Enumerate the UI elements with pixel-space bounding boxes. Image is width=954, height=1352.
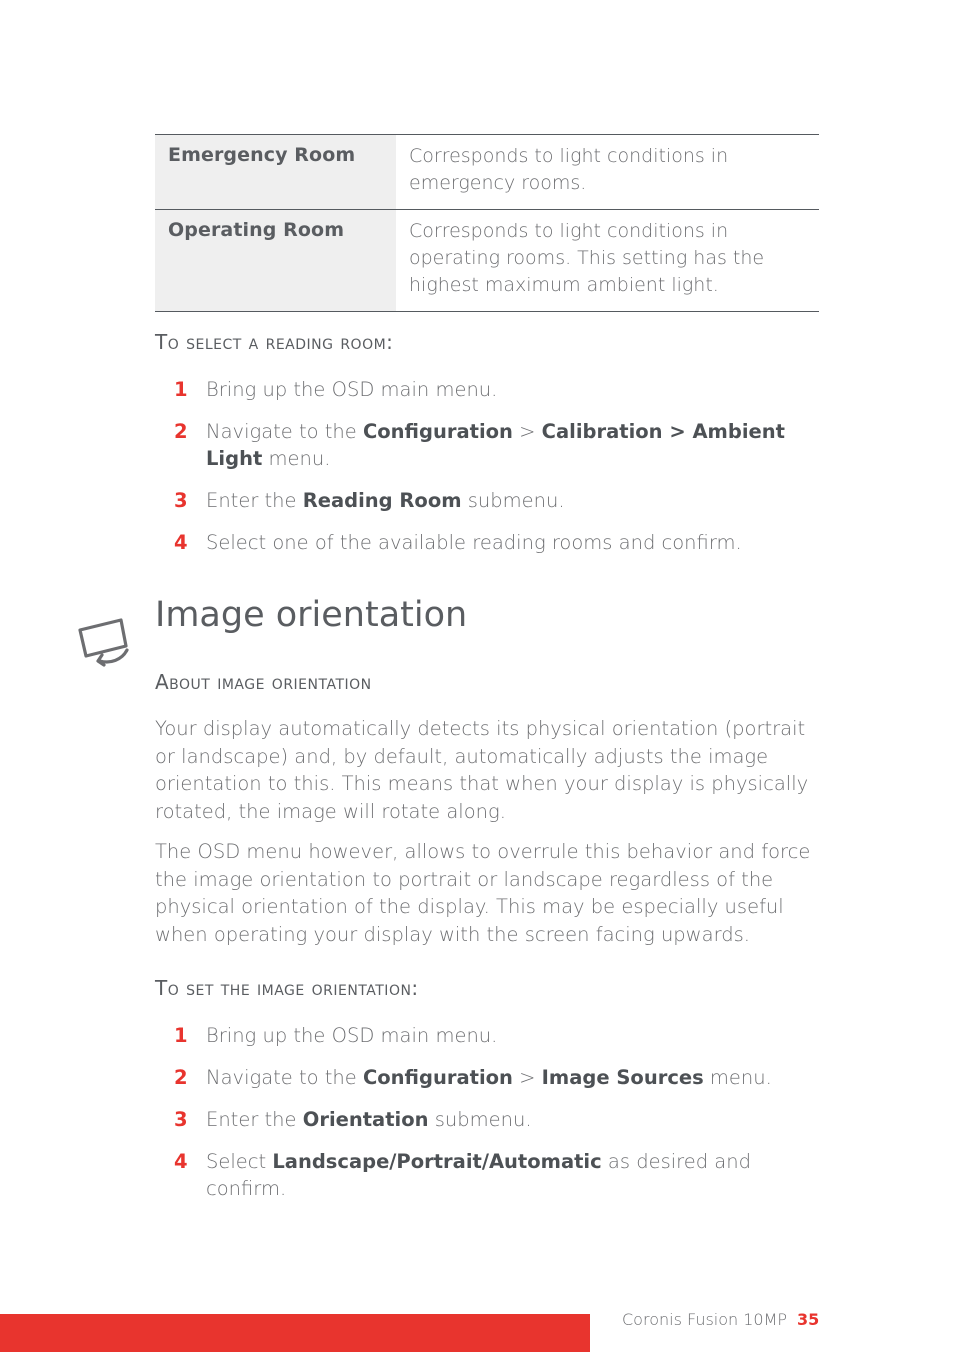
step-number: 3 xyxy=(174,1108,188,1131)
menu-name: Image Sources xyxy=(541,1066,704,1089)
step-text: Enter the xyxy=(206,489,303,512)
body-paragraph: Your display automatically detects its physical orientation (portrait or landscape) and, by default, automatically adjusts the image orientation to this. This means that when your display is physically rotated, the image will rotate along. xyxy=(155,717,809,823)
step-text: Bring up the OSD main menu. xyxy=(206,378,498,401)
step-number: 1 xyxy=(174,378,188,401)
menu-name: Configuration xyxy=(362,1066,513,1089)
footer-product-name: Coronis Fusion 10MP xyxy=(622,1310,788,1329)
about-heading: About image orientation xyxy=(155,670,372,694)
procedure-heading: To select a reading room: xyxy=(155,330,394,354)
step-text: Enter the xyxy=(206,1108,303,1131)
step-number: 3 xyxy=(174,489,188,512)
step-text: as desired and confirm. xyxy=(206,1150,751,1200)
menu-name: Calibration > Ambient Light xyxy=(206,420,785,470)
list-item xyxy=(155,1106,825,1133)
page-number: 35 xyxy=(797,1310,820,1329)
table-row xyxy=(155,210,819,312)
step-number: 2 xyxy=(174,420,188,443)
reading-room-table xyxy=(155,134,819,312)
step-text: > xyxy=(512,420,542,443)
step-text: Select xyxy=(206,1150,273,1173)
room-description: Corresponds to light conditions in emergency rooms. xyxy=(409,145,729,194)
list-item xyxy=(155,1022,825,1049)
step-text: Navigate to the xyxy=(206,1066,363,1089)
menu-name: Orientation xyxy=(302,1108,429,1131)
step-text: > xyxy=(512,1066,542,1089)
step-text: Select one of the available reading rooms and confirm. xyxy=(206,531,742,554)
list-item xyxy=(155,529,825,556)
list-item xyxy=(155,1148,825,1202)
step-number: 1 xyxy=(174,1024,188,1047)
procedure-steps xyxy=(155,376,825,571)
step-text: Navigate to the xyxy=(206,420,363,443)
menu-name: Configuration xyxy=(362,420,513,443)
step-number: 2 xyxy=(174,1066,188,1089)
step-text: menu. xyxy=(703,1066,772,1089)
menu-name: Reading Room xyxy=(302,489,462,512)
list-item xyxy=(155,1064,825,1091)
body-paragraph: The OSD menu however, allows to overrule this behavior and force the image orientation to portrait or landscape regardless of the physical orientation of the display. This may be especially useful when operating your display with the screen facing upwards. xyxy=(155,840,811,946)
table-row xyxy=(155,135,819,210)
list-item xyxy=(155,376,825,403)
step-text: Bring up the OSD main menu. xyxy=(206,1024,498,1047)
step-number: 4 xyxy=(174,531,188,554)
step-text: submenu. xyxy=(428,1108,532,1131)
procedure-steps xyxy=(155,1022,825,1217)
list-item xyxy=(155,418,825,472)
procedure-heading: To set the image orientation: xyxy=(155,976,419,1000)
menu-name: Landscape/Portrait/Automatic xyxy=(272,1150,602,1173)
room-name: Operating Room xyxy=(155,210,396,311)
rotate-display-icon xyxy=(76,612,134,668)
section-title: Image orientation xyxy=(155,595,468,635)
room-name: Emergency Room xyxy=(155,135,396,209)
room-description: Corresponds to light conditions in operating rooms. This setting has the highest maximum ambient light. xyxy=(409,220,765,296)
step-text: menu. xyxy=(262,447,331,470)
footer-accent-bar xyxy=(0,1314,590,1352)
step-text: submenu. xyxy=(461,489,565,512)
list-item xyxy=(155,487,825,514)
step-number: 4 xyxy=(174,1150,188,1173)
